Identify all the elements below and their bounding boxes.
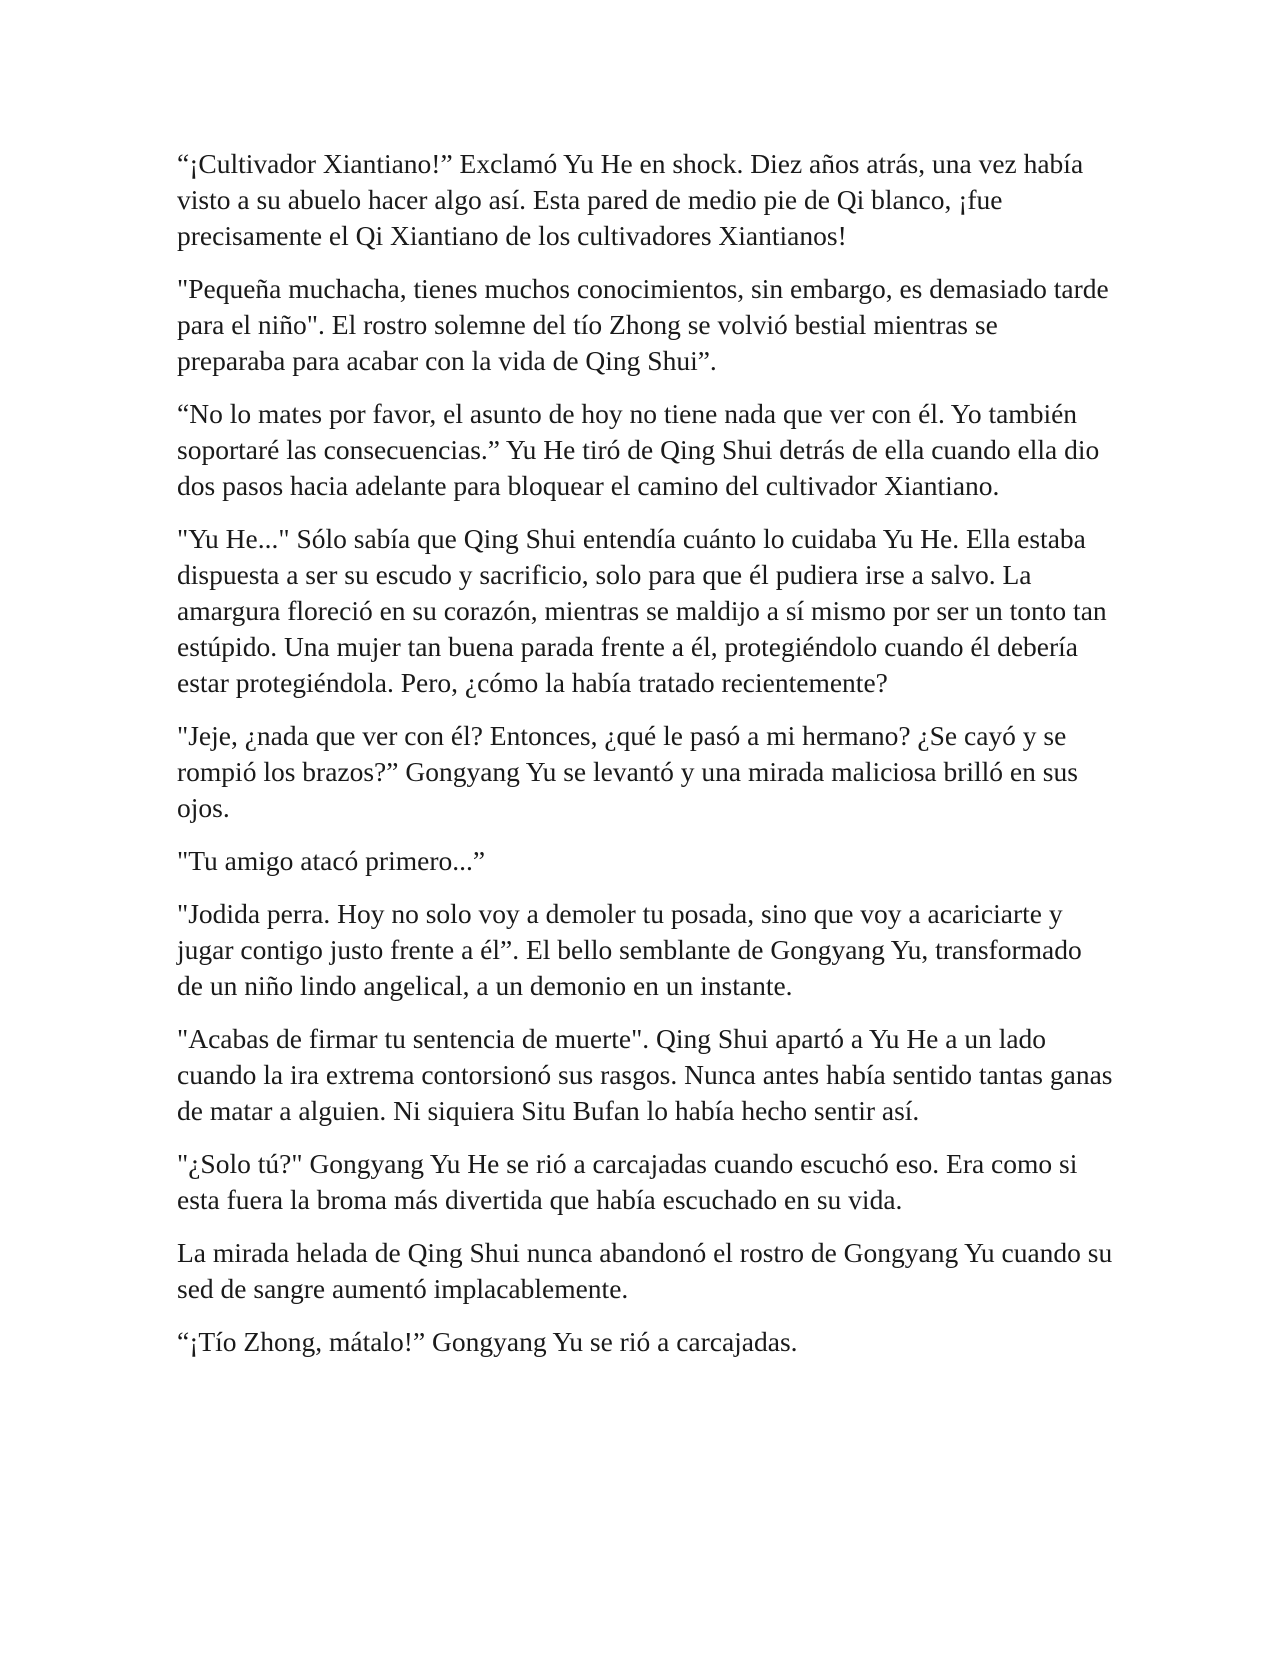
paragraph: “¡Cultivador Xiantiano!” Exclamó Yu He en shock. Diez años atrás, una vez había visto a su abuelo hacer algo así. Esta pared de medio pie de Qi blanco, ¡fue precisamente el Qi Xiantiano de los cultivadores Xiantianos! [177, 148, 1084, 251]
document-body [177, 146, 1113, 1377]
paragraph: "Jodida perra. Hoy no solo voy a demoler tu posada, sino que voy a acariciarte y jugar contigo justo frente a él”. El bello semblante de Gongyang Yu, transformado de un niño lindo angelical, a un demonio en un instante. [177, 898, 1082, 1001]
paragraph: "¿Solo tú?" Gongyang Yu He se rió a carcajadas cuando escuchó eso. Era como si esta fuera la broma más divertida que había escuchado en su vida. [177, 1148, 1078, 1215]
paragraph: "Tu amigo atacó primero...” [177, 845, 486, 876]
paragraph: "Jeje, ¿nada que ver con él? Entonces, ¿qué le pasó a mi hermano? ¿Se cayó y se rompió los brazos?” Gongyang Yu se levantó y una mirada maliciosa brilló en sus ojos. [177, 720, 1078, 823]
paragraph: "Pequeña muchacha, tienes muchos conocimientos, sin embargo, es demasiado tarde para el niño". El rostro solemne del tío Zhong se volvió bestial mientras se preparaba para acabar con la vida de Qing Shui”. [177, 273, 1109, 376]
paragraph: "Acabas de firmar tu sentencia de muerte". Qing Shui apartó a Yu He a un lado cuando la ira extrema contorsionó sus rasgos. Nunca antes había sentido tantas ganas de matar a alguien. Ni siquiera Situ Bufan lo había hecho sentir así. [177, 1023, 1113, 1126]
paragraph: “¡Tío Zhong, mátalo!” Gongyang Yu se rió a carcajadas. [177, 1326, 798, 1357]
paragraph: "Yu He..." Sólo sabía que Qing Shui entendía cuánto lo cuidaba Yu He. Ella estaba dispuesta a ser su escudo y sacrificio, solo para que él pudiera irse a salvo. La amargura floreció en su corazón, mientras se maldijo a sí mismo por ser un tonto tan estúpido. Una mujer tan buena parada frente a él, protegiéndolo cuando él debería estar protegiéndola. Pero, ¿cómo la había tratado recientemente? [177, 523, 1107, 698]
paragraph: “No lo mates por favor, el asunto de hoy no tiene nada que ver con él. Yo también soportaré las consecuencias.” Yu He tiró de Qing Shui detrás de ella cuando ella dio dos pasos hacia adelante para bloquear el camino del cultivador Xiantiano. [177, 398, 1100, 501]
paragraph: La mirada helada de Qing Shui nunca abandonó el rostro de Gongyang Yu cuando su sed de sangre aumentó implacablemente. [177, 1237, 1113, 1304]
